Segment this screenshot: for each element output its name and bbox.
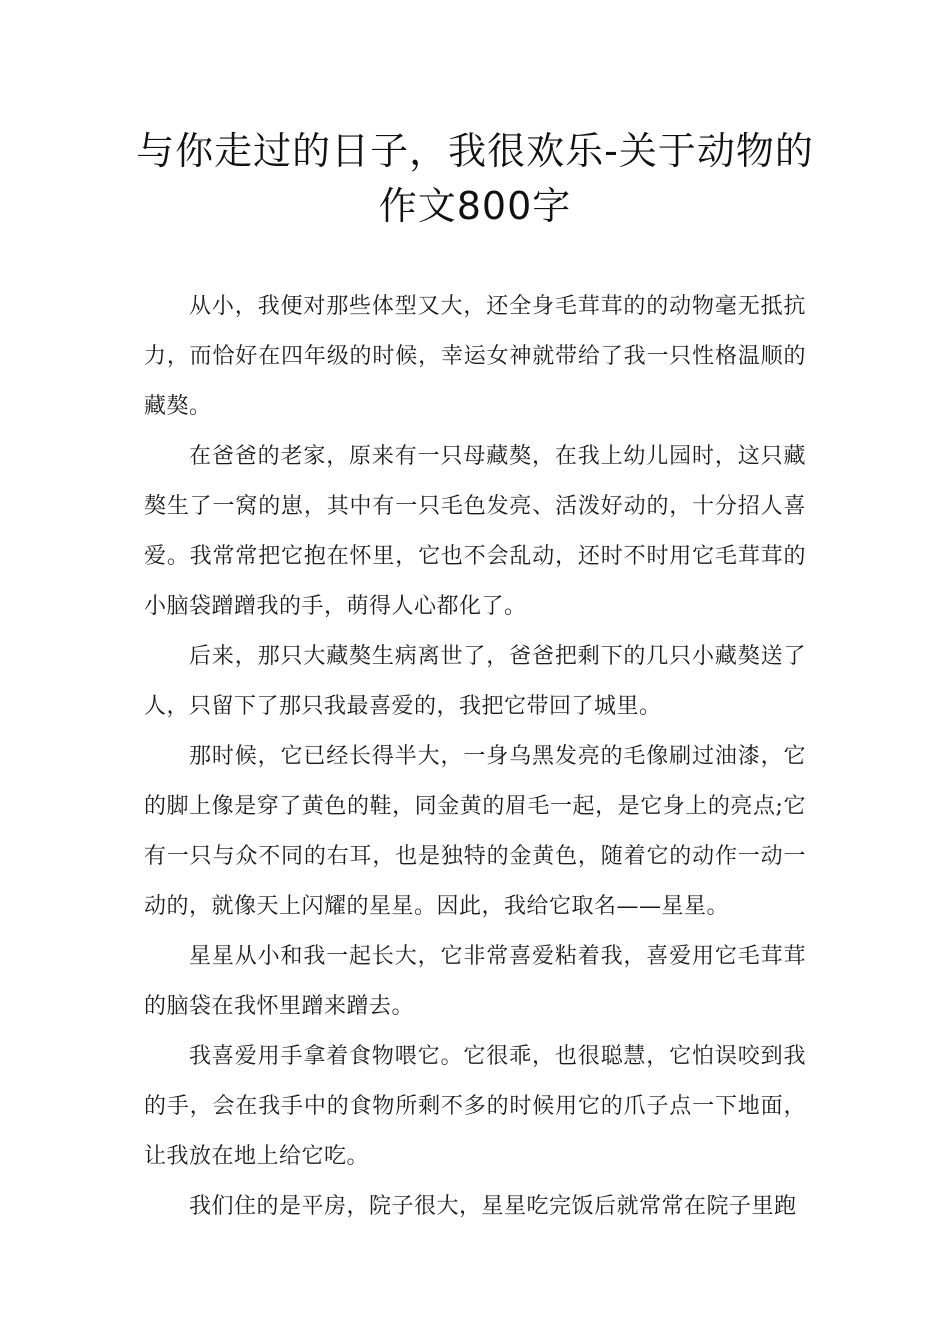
- paragraph: 后来，那只大藏獒生病离世了，爸爸把剩下的几只小藏獒送了人，只留下了那只我最喜爱的，我把它带回了城里。: [144, 644, 806, 719]
- paragraph: 在爸爸的老家，原来有一只母藏獒，在我上幼儿园时，这只藏獒生了一窝的崽，其中有一只毛色发亮、活泼好动的，十分招人喜爱。我常常把它抱在怀里，它也不会乱动，还时不时用它毛茸茸的小脑袋蹭蹭我的手，萌得人心都化了。: [144, 444, 806, 619]
- paragraph: 我们住的是平房，院子很大，星星吃完饭后就常常在院子里跑: [189, 1194, 797, 1219]
- paragraph: 从小，我便对那些体型又大，还全身毛茸茸的的动物毫无抵抗力，而恰好在四年级的时候，幸运女神就带给了我一只性格温顺的藏獒。: [144, 294, 806, 419]
- document-body: [144, 282, 806, 1232]
- paragraph: 我喜爱用手拿着食物喂它。它很乖，也很聪慧，它怕误咬到我的手，会在我手中的食物所剩不多的时候用它的爪子点一下地面，让我放在地上给它吃。: [144, 1044, 806, 1169]
- document-title: 与你走过的日子，我很欢乐-关于动物的作文800字: [136, 129, 814, 228]
- paragraph: 星星从小和我一起长大，它非常喜爱粘着我，喜爱用它毛茸茸的脑袋在我怀里蹭来蹭去。: [144, 944, 806, 1019]
- paragraph: 那时候，它已经长得半大，一身乌黑发亮的毛像刷过油漆，它的脚上像是穿了黄色的鞋，同金黄的眉毛一起，是它身上的亮点;它有一只与众不同的右耳，也是独特的金黄色，随着它的动作一动一动的，就像天上闪耀的星星。因此，我给它取名——星星。: [144, 744, 806, 919]
